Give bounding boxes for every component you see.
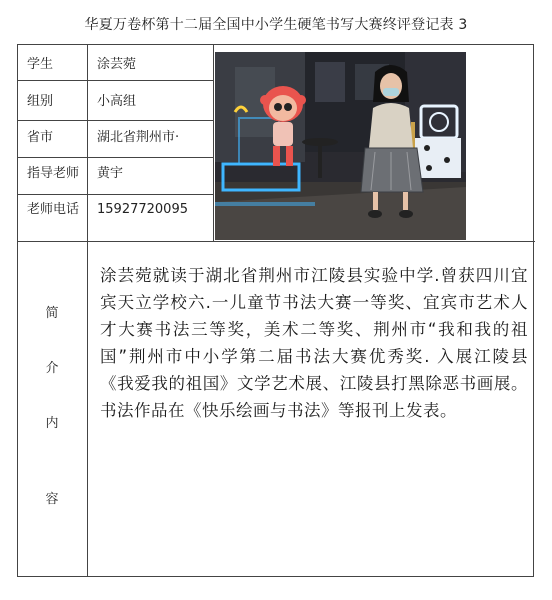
field-label-group: 组别: [27, 94, 54, 109]
row-divider: [18, 157, 214, 158]
student-photo-illustration: [215, 52, 466, 240]
row-divider: [18, 241, 535, 242]
field-label-province-city: 省市: [27, 130, 54, 145]
form-title: 华夏万卷杯第十二届全国中小学生硬笔书写大赛终评登记表 3: [84, 17, 468, 33]
student-photo: [215, 52, 466, 240]
column-divider: [213, 45, 214, 241]
field-value-province-city: 湖北省荆州市·: [97, 130, 180, 145]
intro-content: 涂芸菀就读于湖北省荆州市江陵县实验中学.曾获四川宜宾天立学校六.一儿童节书法大赛一等奖、宜宾市艺术人才大赛书法三等奖，美术二等奖、荆州市“我和我的祖国”荆州市中小学第二届书法大赛优秀奖. 入展江陵县《我爱我的祖国》文学艺术展、江陵县打黑除恶书画展。书法作品在《快乐绘画与书法》等报刊上发表。: [100, 266, 528, 420]
intro-label-char: 容: [45, 492, 59, 507]
column-divider: [87, 241, 88, 577]
field-label-student: 学生: [27, 57, 54, 72]
row-divider: [18, 194, 214, 195]
row-divider: [18, 80, 214, 81]
row-divider: [18, 120, 214, 121]
field-label-teacher: 指导老师: [27, 166, 80, 181]
intro-label-char: 介: [45, 361, 59, 376]
column-divider: [87, 45, 88, 241]
field-value-teacher-phone: 15927720095: [97, 202, 188, 217]
intro-label-char: 简: [45, 306, 59, 321]
field-value-student: 涂芸菀: [97, 57, 137, 72]
field-value-group: 小高组: [97, 94, 137, 109]
intro-label-char: 内: [45, 416, 59, 431]
field-label-teacher-phone: 老师电话: [27, 202, 80, 217]
field-value-teacher: 黄宇: [97, 166, 124, 181]
